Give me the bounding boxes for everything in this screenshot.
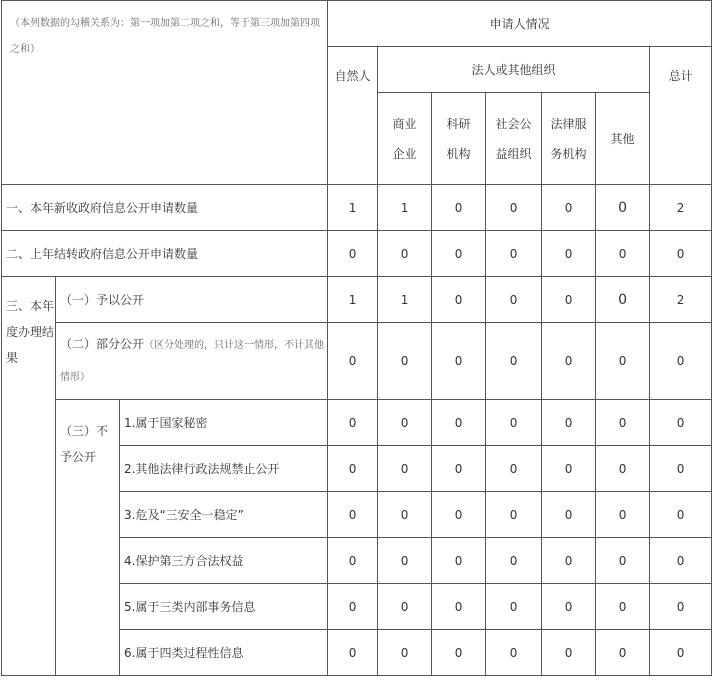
row-label: 3.危及“三安全一稳定” [120, 492, 328, 538]
cell-value: 0 [432, 630, 486, 676]
cell-value: 0 [542, 630, 596, 676]
cell-value: 0 [596, 231, 650, 277]
row-label: 2.其他法律行政法规禁止公开 [120, 446, 328, 492]
cell-value: 0 [378, 400, 432, 446]
cell-value: 1 [378, 185, 432, 231]
header-applicant: 申请人情况 [328, 1, 712, 47]
cell-value: 0 [378, 630, 432, 676]
cell-value: 0 [650, 538, 712, 584]
cell-value: 0 [432, 277, 486, 323]
header-sub-other: 其他 [596, 93, 650, 185]
cell-value: 0 [542, 492, 596, 538]
header-sub-business: 商业 企业 [378, 93, 432, 185]
cell-value: 0 [486, 323, 542, 400]
cell-value: 0 [432, 323, 486, 400]
cell-value: 0 [328, 400, 378, 446]
cell-value: 0 [486, 538, 542, 584]
cell-value: 2 [650, 277, 712, 323]
cell-value: 0 [650, 492, 712, 538]
cell-value: 0 [650, 323, 712, 400]
cell-value: 0 [542, 446, 596, 492]
cell-value: 0 [542, 185, 596, 231]
cell-value: 0 [378, 323, 432, 400]
cell-value: 0 [328, 231, 378, 277]
table-row [2, 400, 712, 446]
table-row [2, 323, 712, 400]
cell-value: 0 [650, 231, 712, 277]
cell-value: 0 [378, 584, 432, 630]
header-legal: 法人或其他组织 [378, 47, 650, 93]
cell-value: 1 [378, 277, 432, 323]
row-label: （一）予以公开 [56, 277, 328, 323]
cell-value: 0 [378, 492, 432, 538]
cell-value: 0 [542, 400, 596, 446]
statistics-table [1, 0, 712, 676]
cell-value: 0 [432, 231, 486, 277]
cell-value: 1 [328, 185, 378, 231]
cell-value: 0 [650, 446, 712, 492]
row-label: 1.属于国家秘密 [120, 400, 328, 446]
subsection-label: （三）不予公开 [56, 400, 120, 676]
cell-value: 0 [596, 323, 650, 400]
cell-value: 0 [378, 538, 432, 584]
cell-value: 0 [596, 446, 650, 492]
cell-value: 0 [650, 400, 712, 446]
table-row [2, 231, 712, 277]
header-natural: 自然人 [328, 47, 378, 185]
cell-value: 0 [542, 323, 596, 400]
cell-value: 0 [378, 231, 432, 277]
header-total: 总计 [650, 47, 712, 185]
cell-value: 0 [596, 400, 650, 446]
cell-value: 0 [596, 492, 650, 538]
cell-value: 0 [328, 538, 378, 584]
row-label: 二、上年结转政府信息公开申请数量 [2, 231, 328, 277]
cell-value: 0 [650, 630, 712, 676]
table-row [2, 277, 712, 323]
section-label: 三、本年度办理结果 [2, 277, 56, 676]
cell-value: 0 [542, 277, 596, 323]
cell-value: 0 [328, 323, 378, 400]
header-sub-research: 科研 机构 [432, 93, 486, 185]
cell-value: 0 [486, 231, 542, 277]
cell-value: 0 [328, 584, 378, 630]
cell-value: 0 [328, 446, 378, 492]
cell-value: 0 [596, 185, 650, 231]
cell-value: 0 [328, 492, 378, 538]
row-label: 一、本年新收政府信息公开申请数量 [2, 185, 328, 231]
cell-value: 0 [596, 538, 650, 584]
cell-value: 0 [432, 492, 486, 538]
cell-value: 0 [432, 584, 486, 630]
cell-value: 0 [432, 538, 486, 584]
cell-value: 0 [486, 277, 542, 323]
cell-value: 0 [596, 584, 650, 630]
cell-value: 0 [432, 185, 486, 231]
cell-value: 0 [486, 492, 542, 538]
cell-value: 1 [328, 277, 378, 323]
row-label: 4.保护第三方合法权益 [120, 538, 328, 584]
cell-value: 0 [432, 400, 486, 446]
cell-value: 0 [542, 584, 596, 630]
cell-value: 0 [486, 584, 542, 630]
cell-value: 0 [542, 538, 596, 584]
row-label: （二）部分公开（区分处理的，只计这一情形，不计其他情形） [56, 323, 328, 400]
cell-value: 0 [650, 584, 712, 630]
header-note: （本列数据的勾稽关系为：第一项加第二项之和，等于第三项加第四项之和） [2, 1, 328, 185]
row-label: 5.属于三类内部事务信息 [120, 584, 328, 630]
header-sub-public-welfare: 社会公 益组织 [486, 93, 542, 185]
cell-value: 0 [432, 446, 486, 492]
cell-value: 0 [328, 630, 378, 676]
cell-value: 0 [596, 277, 650, 323]
cell-value: 0 [486, 630, 542, 676]
cell-value: 0 [486, 400, 542, 446]
row-label: 6.属于四类过程性信息 [120, 630, 328, 676]
cell-value: 2 [650, 185, 712, 231]
header-sub-legal-service: 法律服 务机构 [542, 93, 596, 185]
table-row [2, 185, 712, 231]
cell-value: 0 [596, 630, 650, 676]
cell-value: 0 [486, 185, 542, 231]
cell-value: 0 [542, 231, 596, 277]
cell-value: 0 [378, 446, 432, 492]
cell-value: 0 [486, 446, 542, 492]
